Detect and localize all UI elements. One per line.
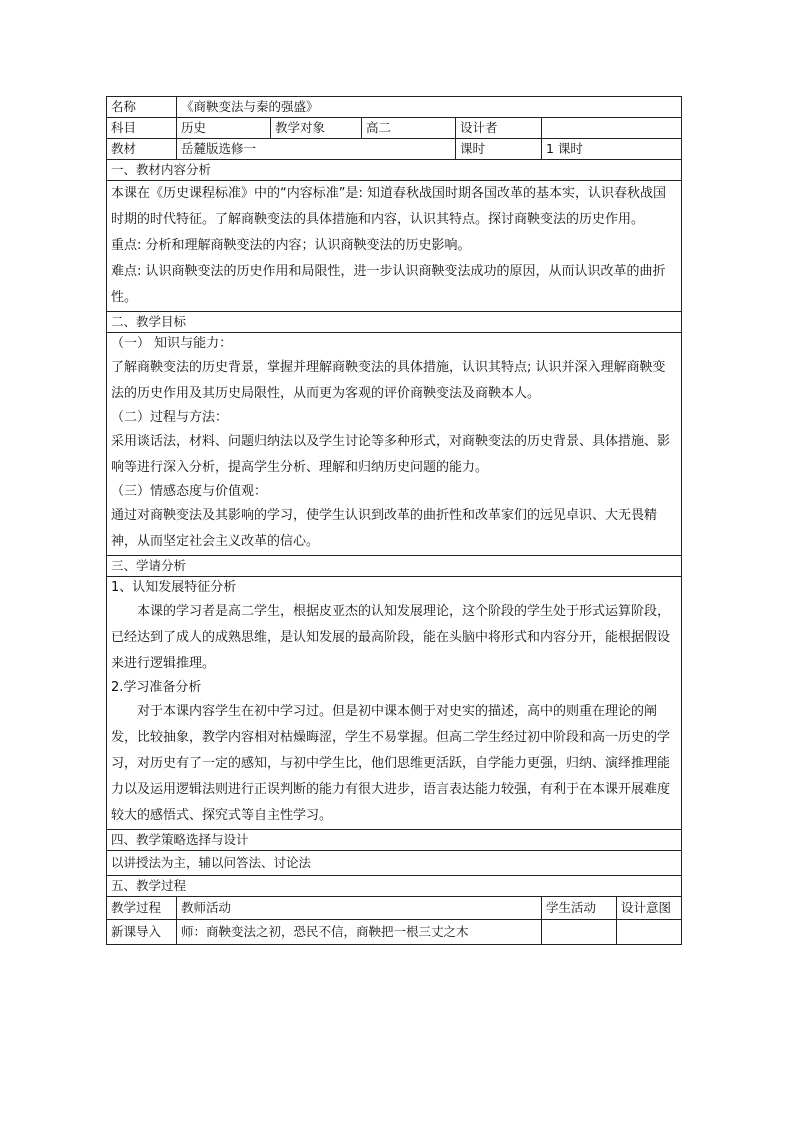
section-2-paragraph-values: 通过对商鞅变法及其影响的学习，使学生认识到改革的曲折性和改革家们的远见卓识、大无畏精神，从而坚定社会主义改革的信心。 [111,508,658,549]
lesson-plan-table [106,96,682,945]
name-value: 《商鞅变法与秦的强盛》 [177,97,682,118]
section-3-body [107,577,682,830]
process-header-intent: 设计意图 [617,897,682,920]
section-1-title: 一、教材内容分析 [107,160,682,181]
name-label: 名称 [107,97,177,118]
section-2-body-row [107,333,682,556]
lesson-plan-document [106,96,681,945]
section-1-difficulties: 难点: 认识商鞅变法的历史作用和局限性，进一步认识商鞅变法成功的原因，从而认识改革的曲折性。 [111,264,666,305]
process-header-teacher: 教师活动 [177,897,542,920]
row-name [107,97,682,118]
section-1-body-row [107,181,682,312]
section-4-body-row [107,851,682,876]
subject-label: 科目 [107,118,177,139]
process-row [107,920,682,945]
textbook-label: 教材 [107,139,177,160]
section-3-title: 三、学请分析 [107,556,682,577]
process-teacher-cell: 师：商鞅变法之初，恐民不信，商鞅把一根三丈之木 [177,920,542,945]
section-3-header-row [107,556,682,577]
section-3-paragraph-cognitive: 本课的学习者是高二学生，根据皮亚杰的认知发展理论，这个阶段的学生处于形式运算阶段，已经达到了成人的成熟思维，是认知发展的最高阶段，能在头脑中将形式和内容分开，能根据假设来进行逻辑推理。 [111,604,671,671]
designer-label: 设计者 [456,118,542,139]
section-3-heading-cognitive: 1、认知发展特征分析 [111,580,237,595]
section-2-body [107,333,682,556]
hours-label: 课时 [456,139,542,160]
section-3-paragraph-readiness: 对于本课内容学生在初中学习过。但是初中课本侧于对史实的描述，高中的则重在理论的阐发，比较抽象，教学内容相对枯燥晦涩，学生不易掌握。但高二学生经过初中阶段和高一历史的学习，对历史有了一定的感知，与初中学生比，他们思维更活跃，自学能力更强，归纳、演绎推理能力以及运用逻辑法则进行正误判断的能力有很大进步，语言表达能力较强，有利于在本课开展难度较大的感悟式、探究式等自主性学习。 [111,704,671,823]
section-2-heading-process: （二）过程与方法： [111,410,229,425]
section-4-title: 四、教学策略选择与设计 [107,830,682,851]
audience-label: 教学对象 [271,118,362,139]
section-4-body: 以讲授法为主，辅以问答法、讨论法 [107,851,682,876]
section-1-body [107,181,682,312]
process-student-cell [542,920,617,945]
section-5-title: 五、教学过程 [107,876,682,897]
section-2-title: 二、教学目标 [107,312,682,333]
section-5-header-row [107,876,682,897]
audience-value: 高二 [362,118,456,139]
process-intent-cell [617,920,682,945]
section-3-body-row [107,577,682,830]
section-1-header-row [107,160,682,181]
hours-value: 1 课时 [542,139,682,160]
section-1-key-points: 重点: 分析和理解商鞅变法的内容；认识商鞅变法的历史影响。 [111,238,471,253]
designer-value [542,118,682,139]
section-2-heading-knowledge: （一） 知识与能力： [111,336,233,351]
section-2-paragraph-knowledge: 了解商鞅变法的历史背景，掌握并理解商鞅变法的具体措施，认识其特点; 认识并深入理解商鞅变法的历史作用及其历史局限性，从而更为客观的评价商鞅变法及商鞅本人。 [111,360,666,401]
process-header-student: 学生活动 [542,897,617,920]
process-header-row [107,897,682,920]
section-2-heading-values: （三）情感态度与价值观： [111,484,268,499]
process-header-stage: 教学过程 [107,897,177,920]
section-1-paragraph: 本课在《历史课程标准》中的“内容标准”是: 知道春秋战国时期各国改革的基本实，认识春秋战国时期的时代特征。了解商鞅变法的具体措施和内容，认识其特点。探讨商鞅变法的历史作用。 [111,186,666,227]
section-2-paragraph-process: 采用谈话法，材料、问题归纳法以及学生讨论等多种形式，对商鞅变法的历史背景、具体措施、影响等进行深入分析，提高学生分析、理解和归纳历史问题的能力。 [111,434,671,475]
row-subject [107,118,682,139]
process-stage-cell: 新课导入 [107,920,177,945]
section-3-heading-readiness: 2.学习准备分析 [111,680,202,695]
textbook-value: 岳麓版选修一 [177,139,456,160]
row-textbook [107,139,682,160]
subject-value: 历史 [177,118,271,139]
section-2-header-row [107,312,682,333]
section-4-header-row [107,830,682,851]
